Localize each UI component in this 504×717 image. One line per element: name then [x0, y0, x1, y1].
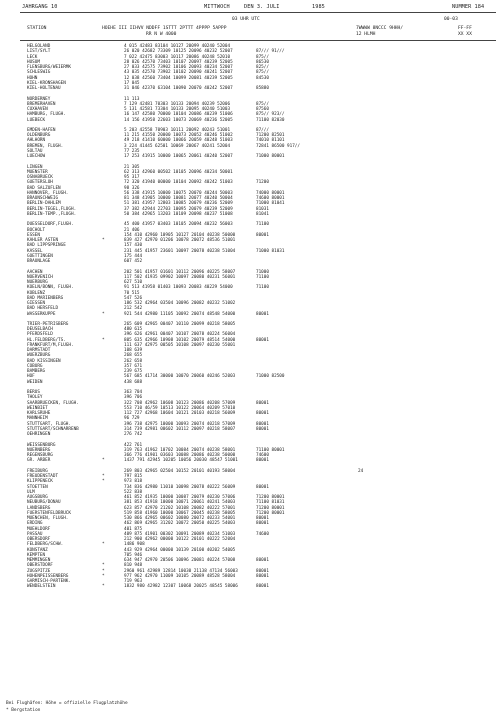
synop-codes: 56 338 41915 10000 10075 20070 40244 50003 [124, 190, 233, 196]
synop-codes: 422 761 [124, 442, 143, 448]
synop-codes: 839 427 42970 01206 10078 20072 48536 51001 [124, 238, 236, 243]
remark-codes: 71100 82030 [256, 117, 285, 123]
header-rule-top [20, 12, 496, 13]
station-name: HUSUM [27, 59, 40, 65]
synop-codes: 14 156 41958 22603 10073 20069 40236 52005 [124, 117, 233, 123]
remark-codes: 85880 [256, 86, 269, 91]
station-name: OSNABRUECK [27, 175, 53, 181]
synop-codes: 72 320 41940 00000 10104 20092 40242 51003 [124, 180, 233, 186]
synop-codes: 480 615 [124, 327, 143, 333]
station-name: ERDING [27, 521, 43, 527]
station-name: WEISSENBURG [27, 442, 56, 448]
report-year: 1985 [312, 4, 325, 10]
station-name: WUERZBURG [27, 353, 51, 359]
remark-codes: 87560 [256, 107, 269, 112]
station-name: NORDERNEY [27, 96, 51, 102]
remark-codes: 875// [256, 54, 269, 60]
synop-codes: 2960 961 42989 12814 10030 21138 47134 56003 [124, 568, 238, 574]
synop-codes: 12 038 42560 73404 10099 20081 40239 52005 [124, 75, 233, 81]
weekday: MITTWOCH [204, 4, 230, 10]
remark-codes: 71100 80001 [256, 447, 285, 453]
synop-codes: 37 382 42944 22703 10095 20079 40239 52009 [124, 206, 233, 212]
synop-codes: 7 129 42481 70303 10133 20094 40239 52006 [124, 101, 231, 107]
station-name: STUTTGART, FLUGH. [27, 421, 71, 427]
remark-codes: 71100 [256, 285, 269, 291]
synop-codes: 4 015 42483 83104 10127 20099 40240 52004 [124, 44, 231, 49]
synop-codes: 1437 791 42945 10205 10056 20030 48547 51001 [124, 458, 238, 464]
station-name: SOLTAU [27, 148, 43, 154]
station-name: BAMBERG [27, 369, 46, 375]
synop-codes: 11 215 41550 20000 10073 20052 40246 51002 [124, 133, 233, 139]
station-name: WASSERKUPPE [27, 311, 56, 317]
station-name: DEUSELBACH [27, 327, 53, 333]
station-name: HL.FELDBERG/TS. [27, 337, 66, 343]
synop-codes: 26 020 42682 73309 10125 20096 40232 52007 [124, 49, 233, 55]
station-name: LUECHOW [27, 154, 46, 160]
synop-codes: 607 452 [124, 259, 143, 264]
synop-codes: 11 113 [124, 96, 140, 102]
station-name: BRAUNSCHWEIG [27, 196, 59, 202]
extra-codes: 24 [358, 468, 364, 474]
remark-codes: 80001 [256, 311, 269, 317]
synop-codes: 396 738 42975 10000 10093 20074 40218 57009 [124, 421, 236, 427]
column-station: STATION [27, 26, 47, 31]
synop-codes: 95 317 [124, 175, 140, 181]
synop-codes: 212 900 42962 00000 10122 20101 40222 52004 [124, 537, 236, 542]
synop-codes: 705 946 [124, 552, 143, 558]
station-name: MUENSTER [27, 169, 48, 175]
remark-codes: 71100 [256, 222, 269, 228]
synop-codes: 7 022 42475 83003 10117 20086 40248 52010 [124, 54, 231, 60]
remark-codes: 71200 82501 [256, 133, 285, 139]
synop-codes: 973 818 [124, 479, 143, 485]
synop-codes: 530 866 42965 00602 10080 20072 40233 54001 [124, 516, 236, 521]
station-name: BAD LIPPSPRINGE [27, 243, 66, 249]
station-name: ESSEN [27, 232, 40, 238]
remark-codes: 71000 81031 [256, 248, 285, 254]
synop-codes: 70 515 [124, 290, 140, 296]
synop-codes: 319 763 41962 10702 10084 20074 40238 58001 [124, 447, 236, 453]
station-name: FRANKFURT/M,FLUGH. [27, 342, 74, 348]
synop-codes: 108 639 [124, 348, 143, 354]
remark-codes: 80001 [256, 521, 269, 527]
synop-codes: 268 655 [124, 353, 143, 359]
remark-codes: 80001 [256, 573, 269, 579]
column-codes-sub: RR N W 4000 [146, 32, 177, 37]
remark-codes: 71200 80001 [256, 495, 285, 500]
station-name: ULM [27, 489, 35, 495]
station-name: MUENCHEN, FLUGH. [27, 516, 69, 521]
synop-codes: 438 688 [124, 379, 143, 385]
synop-codes: 157 430 [124, 243, 143, 249]
station-name: KASSEL [27, 248, 43, 254]
station-name: LINGEN [27, 164, 43, 170]
station-name: MEMMINGEN [27, 558, 51, 563]
remark-codes: 80001 [256, 558, 269, 563]
station-name: FREUDENSTADT [27, 474, 59, 479]
synop-codes: 357 671 [124, 363, 143, 369]
station-name: SCHLESWIG [27, 70, 51, 76]
synop-codes: 31 046 42370 63104 10090 20070 40242 52007 [124, 86, 233, 91]
synop-codes: 797 815 [124, 474, 143, 479]
synop-codes: 265 609 42965 00407 10110 20099 40218 58005 [124, 321, 236, 327]
station-name: FLENSBURG/WEIERMK [27, 65, 71, 70]
column-codes: HOEHE III IIHVV NDDFF 1STTT 2PTTT 4PPPP 5APPP [102, 26, 227, 31]
station-name: MANNHEIM [27, 416, 48, 422]
remark-codes: 71000 [256, 269, 269, 275]
remark-codes: 80001 [256, 411, 269, 417]
station-name: DUESSELDORF,FLUGH. [27, 222, 74, 228]
station-name: HELGOLAND [27, 44, 51, 49]
mountain-marker: * [102, 573, 105, 579]
station-name: FUERSTENFELDBRUCK [27, 510, 71, 516]
remark-codes: 71200 [256, 180, 269, 186]
synop-codes: 111 637 42975 00505 10108 20097 40230 55001 [124, 342, 236, 348]
station-name: AACHEN [27, 269, 43, 275]
station-name: BREMERHAVEN [27, 101, 56, 107]
synop-codes: 623 857 42970 21202 10108 20082 40222 57001 [124, 505, 236, 511]
station-name: MUEHLDORF [27, 526, 51, 532]
station-name: BAD MARIENBERG [27, 295, 64, 301]
synop-codes: 567 685 41714 30000 10070 20060 40246 52003 [124, 374, 236, 380]
remark-codes: 80001 [256, 584, 269, 590]
synop-codes: 1486 908 [124, 542, 145, 548]
synop-codes: 810 948 [124, 563, 143, 569]
mountain-marker: * [102, 563, 105, 569]
station-name: BRAUNLAGE [27, 259, 51, 264]
synop-codes: 977 962 42970 11009 10105 20089 48528 58004 [124, 573, 236, 579]
station-name: WEIDEN [27, 379, 43, 385]
synop-codes: 627 510 [124, 280, 143, 285]
station-name: BAD HERSFELD [27, 306, 59, 312]
remark-codes: 74010 81101 [256, 138, 285, 144]
column-extra: FF-FF [458, 26, 472, 31]
station-name: FREIBURG [27, 468, 48, 474]
mountain-marker: * [102, 474, 105, 479]
station-name: GR. ARBER [27, 458, 51, 464]
station-name: NOERVENICH [27, 274, 53, 280]
synop-codes: 734 836 42980 11010 10098 20078 40222 56009 [124, 484, 236, 490]
station-name: FELDBERG/SCHW. [27, 542, 64, 548]
remark-codes: 72841 86500 917// [256, 143, 300, 149]
synop-codes: 547 526 [124, 295, 143, 301]
remark-codes: 71000 82500 [256, 374, 285, 380]
synop-codes: 17 045 [124, 80, 140, 86]
synop-codes: 17 253 41915 10000 10065 20061 40240 52007 [124, 154, 233, 160]
station-name: GUETERSLOH [27, 180, 53, 186]
station-name: KIEL-KRONSHAGEN [27, 80, 66, 86]
station-name: KARLSRUHE [27, 411, 51, 417]
synop-codes: 28 026 42570 73403 10107 20097 40239 52005 [124, 59, 233, 65]
synop-codes: 634 947 42970 20506 10096 20081 40224 57008 [124, 558, 236, 563]
synop-codes: 43 035 42570 73902 10102 20090 40241 52007 [124, 70, 233, 76]
station-name: BAD KISSINGEN [27, 358, 61, 364]
station-name: NEUBURG/DONAU [27, 500, 61, 506]
synop-codes: 62 313 42960 00502 10105 20096 40234 50001 [124, 169, 233, 175]
remark-codes: 74000 80001 [256, 190, 285, 196]
station-name: OBERSDORF [27, 537, 51, 542]
synop-codes: 381 853 41918 10000 10071 20061 40241 54003 [124, 500, 236, 506]
time-range: 00-03 [444, 17, 458, 22]
remark-codes: 71100 [256, 274, 269, 280]
remark-codes: 875// 923// [256, 112, 285, 118]
synop-codes: 45 400 41957 03403 10105 20094 40232 56003 [124, 222, 233, 228]
station-name: KOELN/BONN, FLUGH. [27, 285, 74, 291]
remark-codes: 71100 81031 [256, 500, 285, 506]
synop-codes: 154 410 42960 10905 10127 20104 40238 50000 [124, 232, 236, 238]
remark-codes: 87/// [256, 127, 269, 133]
remark-codes: 80001 [256, 568, 269, 574]
remark-codes: 80001 [256, 484, 269, 490]
station-name: HOHENPEISSENBERG [27, 573, 69, 579]
remark-codes: 80001 [256, 337, 269, 343]
synop-codes: 49 218 41410 60000 10066 20059 40248 51003 [124, 138, 233, 144]
report-date: DEN 3. JULI [244, 4, 280, 10]
station-name: WENDELSTEIN [27, 584, 56, 590]
synop-codes: 91 513 41958 01403 10093 20083 40229 54000 [124, 285, 233, 291]
synop-codes: 77 235 [124, 148, 140, 154]
remark-codes: 71000 81041 [256, 201, 285, 207]
station-name: KOBLENZ [27, 290, 46, 296]
footnote-mountain: * Bergstation [6, 708, 41, 713]
synop-codes: 16 147 42580 70000 10104 20086 40239 51006 [124, 112, 233, 118]
station-name: STUTTGART/SCHNARRENB [27, 426, 79, 432]
synop-codes: 363 704 [124, 390, 143, 396]
station-name: WEINBIET [27, 405, 48, 411]
synop-codes: 5 131 42581 73304 10133 20095 40240 51003 [124, 107, 231, 112]
remark-codes: 71200 80001 [256, 510, 285, 516]
remark-codes: 80001 [256, 516, 269, 521]
synop-codes: 231 445 41957 23601 10097 20078 40238 51004 [124, 248, 236, 254]
utc-label: 03 UHR UTC [232, 17, 260, 22]
remark-codes: 86530 [256, 59, 269, 65]
station-name: LANDSBERG [27, 505, 51, 511]
remark-codes: 875// [256, 101, 269, 107]
station-name: BERUS [27, 390, 40, 396]
station-name: HAMBURG, FLUGH. [27, 112, 66, 118]
synop-codes: 443 929 42964 00000 10139 20100 40202 54005 [124, 547, 236, 553]
station-name: NUERNBERG [27, 447, 51, 453]
column-remarks: 7WWWW 8NCCC 9HHH/ [356, 26, 404, 31]
station-name: TRIER-PETRISBERG [27, 321, 69, 327]
synop-codes: 462 869 42965 31202 10072 20050 40225 54003 [124, 521, 236, 527]
station-name: PFERDSFELD [27, 332, 53, 338]
station-name: HOHN [27, 75, 38, 81]
synop-codes: 3 224 41445 62501 10069 20067 40241 52004 [124, 143, 231, 149]
station-name: NUERBURG [27, 280, 48, 285]
footnote-airports: Bei Flughäfen: Höhe = offizielle Flugplatzhöhe [6, 701, 128, 706]
synop-codes: 239 675 [124, 369, 143, 375]
synop-codes: 117 502 41935 09902 10097 20080 40231 56001 [124, 274, 236, 280]
station-name: GOETTINGEN [27, 253, 53, 259]
remark-codes: 81041 [256, 211, 269, 217]
station-name: REGENSBURG [27, 453, 53, 459]
remark-codes: 825// [256, 65, 269, 70]
remark-codes: 74600 [256, 453, 269, 459]
remark-codes: 71000 80001 [256, 154, 285, 160]
station-name: CUXHAVEN [27, 107, 48, 112]
remark-codes: 84530 [256, 75, 269, 81]
remark-codes: 80001 [256, 400, 269, 406]
station-name: OBERSTDORF [27, 563, 53, 569]
station-name: COBURG [27, 363, 43, 369]
synop-codes: 175 444 [124, 253, 143, 259]
synop-codes: 27 033 42575 73902 10106 20093 40234 52007 [124, 65, 233, 70]
synop-codes: 401 875 [124, 526, 143, 532]
synop-codes: 112 727 42968 10604 10121 20103 40218 56009 [124, 411, 236, 417]
remark-codes: 71200 80001 [256, 505, 285, 511]
station-name: LUEBECK [27, 117, 46, 123]
synop-codes: 719 963 [124, 579, 143, 584]
synop-codes: 81 348 41905 10000 10081 20077 40240 50004 [124, 196, 233, 202]
synop-codes: 186 532 42964 03504 10096 20082 40232 51002 [124, 301, 236, 306]
mountain-marker: * [102, 479, 105, 485]
station-name: OLDENBURG [27, 133, 51, 139]
remark-codes: 80001 [256, 458, 269, 464]
station-name: AUGSBURG [27, 495, 48, 500]
station-name: KONSTANZ [27, 547, 48, 553]
synop-codes: 5 203 42558 70903 10111 20092 40243 51001 [124, 127, 231, 133]
station-name: BREMEN, FLUGH. [27, 143, 64, 149]
remark-codes: 875// [256, 70, 269, 76]
synop-codes: 461 852 41935 10000 10087 20079 40230 57006 [124, 495, 236, 500]
synop-codes: 269 803 42965 02504 10152 20101 40193 58004 [124, 468, 236, 474]
mountain-marker: * [102, 311, 105, 317]
station-name: KAHLER ASTEN [27, 238, 59, 243]
station-name: SAARBRUECKEN, FLUGH. [27, 400, 79, 406]
synop-codes: 96 729 [124, 416, 140, 422]
synop-codes: 322 708 42962 10608 10123 20086 40208 57009 [124, 400, 236, 406]
synop-codes: 98 326 [124, 185, 140, 191]
synop-codes: 1832 980 42982 12307 10068 20025 48545 58006 [124, 584, 238, 590]
synop-codes: 262 658 [124, 358, 143, 364]
mountain-marker: * [102, 542, 105, 548]
station-name: STOETTEN [27, 484, 48, 490]
station-name: BERLIN-DAHLEM [27, 201, 61, 207]
remark-codes: 80001 [256, 421, 269, 427]
station-name: LIST/SYLT [27, 49, 51, 55]
synop-codes: 522 838 [124, 489, 143, 495]
synop-codes: 314 739 42981 00602 10112 20097 40218 58007 [124, 426, 236, 432]
station-name: BOCHOLT [27, 227, 46, 233]
remark-codes: 81031 [256, 206, 269, 212]
synop-codes: 212 542 [124, 306, 143, 312]
synop-codes: 276 742 [124, 432, 143, 438]
station-name: KEMPTEN [27, 552, 46, 558]
synop-codes: 51 381 41957 12803 10085 20079 40236 52009 [124, 201, 233, 207]
synop-codes: 202 501 41957 01601 10112 20096 40225 58007 [124, 269, 236, 275]
station-name: AHLHORN [27, 138, 46, 144]
station-name: BERLIN-TEGEL,FLUGH. [27, 206, 77, 212]
station-name: DARMSTADT [27, 348, 51, 354]
station-name: GIESSEN [27, 301, 46, 306]
remark-codes: 74600 [256, 531, 269, 537]
synop-codes: 396 706 [124, 395, 143, 401]
station-name: EMDEN-HAFEN [27, 127, 56, 133]
station-name: OEHRINGEN [27, 432, 51, 438]
synop-codes: 50 384 42965 13203 10109 20098 40237 51008 [124, 211, 233, 217]
synop-codes: 21 305 [124, 164, 140, 170]
remark-codes: 74600 80001 [256, 196, 285, 202]
column-extra-sub: XX XX [458, 32, 472, 37]
station-name: PASSAU [27, 531, 43, 537]
station-name: HANNOVER, FLUGH. [27, 190, 69, 196]
station-name: ZUGSPITZE [27, 568, 51, 574]
mountain-marker: * [102, 337, 105, 343]
station-name: BAD SALZUFLEN [27, 185, 61, 191]
remark-codes: 80001 [256, 232, 269, 238]
station-name: GARMISCH-PARTENK. [27, 579, 71, 584]
synop-codes: 409 875 41901 00302 10091 20089 40234 51003 [124, 531, 236, 537]
synop-codes: 21 406 [124, 227, 140, 233]
synop-codes: 396 626 42961 00407 10107 20078 40224 56004 [124, 332, 236, 338]
volume-label: JAHRGANG 10 [22, 4, 58, 10]
synop-codes: 921 544 42980 11105 10092 20074 48548 54000 [124, 311, 236, 317]
mountain-marker: * [102, 568, 105, 574]
synop-codes: 805 635 42966 10908 10102 20079 48514 54000 [124, 337, 236, 343]
station-name: LECK [27, 54, 38, 60]
issue-number: NUMMER 184 [452, 4, 485, 10]
remark-codes: 87/// 91/// [256, 49, 285, 55]
synop-codes: 366 776 41901 03603 10088 20086 40238 50000 [124, 453, 236, 459]
station-name: HOF [27, 374, 35, 380]
mountain-marker: * [102, 458, 105, 464]
synop-codes: 519 858 41960 10000 10067 20045 40238 58005 [124, 510, 236, 516]
column-remarks-sub: 12 HLMH [356, 32, 376, 37]
station-name: THOLEY [27, 395, 43, 401]
station-name: KIEL-HOLTENAU [27, 86, 61, 91]
remark-codes: 80001 [256, 426, 269, 432]
station-name: BERLIN-TEMP.,FLUGH. [27, 211, 77, 217]
header-rule-bottom [20, 40, 496, 41]
mountain-marker: * [102, 238, 105, 243]
station-name: KLIPPENECK [27, 479, 53, 485]
synop-codes: 553 710 46/59 10513 10122 20064 40209 57010 [124, 405, 236, 411]
mountain-marker: * [102, 584, 105, 590]
